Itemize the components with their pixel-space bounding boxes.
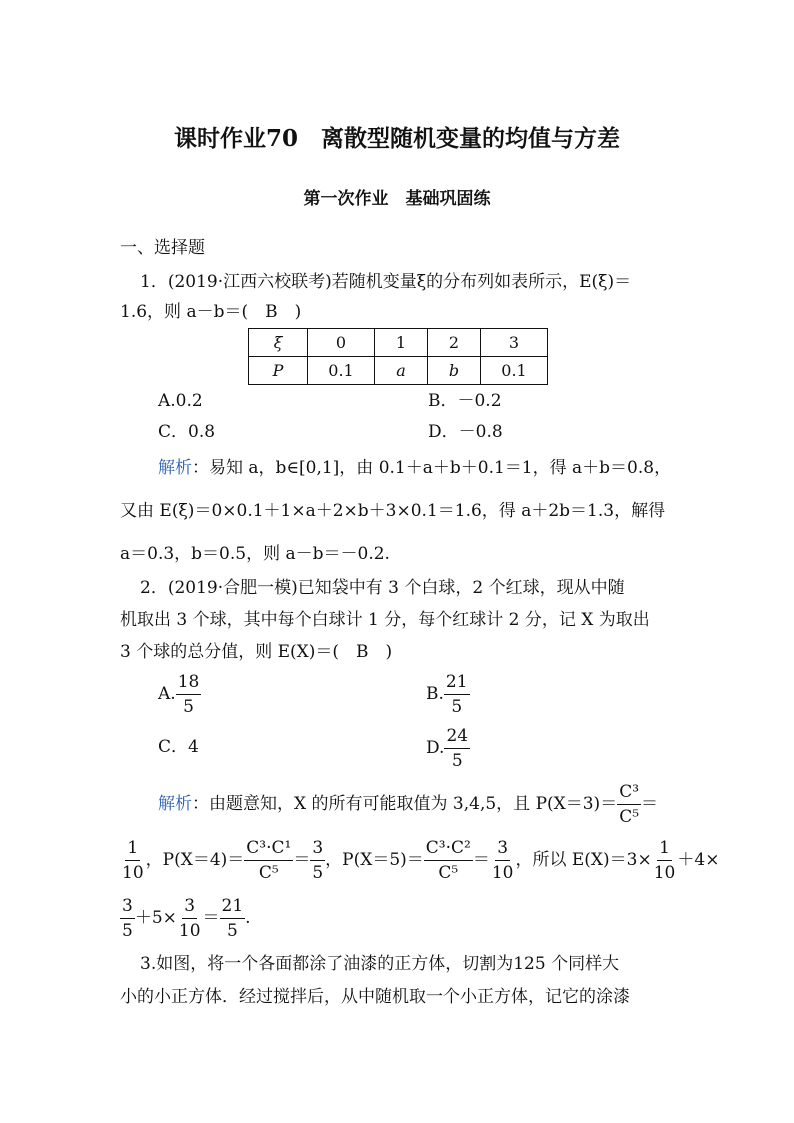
analysis-text: ＋5×	[134, 908, 177, 928]
q1-analysis-line1	[158, 458, 671, 478]
analysis-label: 解析	[158, 458, 192, 478]
table-cell: 3	[481, 329, 548, 357]
numerator: 24	[444, 726, 470, 749]
fraction	[220, 896, 246, 941]
denominator: 5	[312, 863, 324, 883]
fraction	[424, 838, 473, 883]
numerator: C³·C¹	[244, 838, 293, 861]
q1-option-a: A.0.2	[158, 391, 203, 411]
denominator: 10	[491, 863, 514, 883]
analysis-text: ：易知 a，b∈[0,1]，由 0.1＋a＋b＋0.1＝1，得 a＋b＝0.8，	[192, 458, 672, 478]
denominator: 5	[451, 697, 463, 717]
analysis-text: ＝	[472, 850, 490, 870]
denominator: 10	[653, 863, 676, 883]
q2-stem-line3: 3 个球的总分值，则 E(X)＝( B )	[120, 642, 393, 662]
denominator: 10	[122, 863, 144, 883]
numerator: 18	[176, 672, 202, 695]
q2-option-c: C．4	[158, 737, 199, 757]
numerator: 21	[220, 896, 246, 919]
analysis-text: ，P(X＝4)＝	[145, 850, 245, 870]
table-cell: a	[375, 357, 428, 385]
denominator: C⁵	[438, 863, 459, 883]
analysis-text: ＝	[202, 908, 220, 928]
denominator: C⁵	[258, 863, 279, 883]
table-row	[249, 357, 548, 385]
numerator: 3	[182, 896, 197, 919]
q1-analysis-line3: a＝0.3，b＝0.5，则 a－b＝－0.2.	[120, 544, 390, 564]
analysis-label: 解析	[158, 794, 192, 814]
fraction	[444, 672, 470, 717]
denominator: C⁵	[619, 807, 640, 827]
table-cell: 0	[308, 329, 375, 357]
page-title: 课时作业70 离散型随机变量的均值与方差	[173, 125, 620, 152]
q1-option-b: B．－0.2	[428, 391, 502, 411]
q2-option-d	[426, 726, 470, 771]
q1-option-c: C．0.8	[158, 422, 216, 442]
numerator: 21	[444, 672, 470, 695]
q2-analysis-line3	[120, 896, 251, 941]
numerator: C³·C²	[424, 838, 473, 861]
fraction	[310, 838, 325, 883]
analysis-text: ＝	[293, 850, 311, 870]
equals-sign: ＝	[641, 794, 659, 814]
fraction	[244, 838, 293, 883]
numerator: 1	[657, 838, 672, 861]
table-cell: P	[249, 357, 308, 385]
analysis-text: ：由题意知，X 的所有可能取值为 3,4,5，且 P(X＝3)＝	[192, 794, 618, 814]
table-cell: 2	[428, 329, 481, 357]
table-cell: 0.1	[308, 357, 375, 385]
table-cell: 1	[375, 329, 428, 357]
table-cell: 0.1	[481, 357, 548, 385]
numerator: 1	[125, 838, 140, 861]
denominator: 5	[226, 921, 238, 941]
q1-analysis-line2: 又由 E(ξ)＝0×0.1＋1×a＋2×b＋3×0.1＝1.6，得 a＋2b＝1.3，解得	[120, 501, 666, 521]
q1-stem-line1: 1．(2019·江西六校联考)若随机变量ξ的分布列如表所示，E(ξ)＝	[140, 272, 632, 292]
denominator: 5	[122, 921, 133, 941]
q2-stem-line2: 机取出 3 个球，其中每个白球计 1 分，每个红球计 2 分，记 X 为取出	[120, 610, 650, 630]
option-letter: D.	[426, 738, 445, 758]
section-heading: 一、选择题	[120, 238, 205, 258]
fraction	[177, 896, 203, 941]
analysis-text: ，所以 E(X)＝3×	[515, 850, 652, 870]
denominator: 10	[178, 921, 201, 941]
fraction	[490, 838, 516, 883]
numerator: 3	[120, 896, 135, 919]
denominator: 5	[451, 751, 463, 771]
q3-line1: 3.如图，将一个各面都涂了油漆的正方体，切割为125 个同样大	[140, 954, 620, 974]
numerator: 3	[495, 838, 510, 861]
denominator: 5	[183, 697, 194, 717]
numerator: C³	[617, 782, 641, 805]
analysis-text: ＋4×	[677, 850, 720, 870]
q1-stem-line2: 1.6，则 a－b＝( B )	[120, 302, 302, 322]
analysis-text: .	[245, 908, 251, 928]
numerator: 3	[310, 838, 325, 861]
fraction	[652, 838, 678, 883]
option-letter: B.	[426, 684, 444, 704]
fraction	[444, 726, 470, 771]
q1-option-d: D．－0.8	[428, 422, 503, 442]
table-cell: ξ	[249, 329, 308, 357]
option-letter: A.	[158, 684, 176, 704]
fraction	[120, 838, 146, 883]
fraction	[617, 782, 641, 827]
q2-analysis-line2	[120, 838, 719, 883]
table-cell: b	[428, 357, 481, 385]
fraction	[120, 896, 135, 941]
fraction	[176, 672, 202, 717]
q2-stem-line1: 2．(2019·合肥一模)已知袋中有 3 个白球，2 个红球，现从中随	[140, 578, 625, 598]
q3-line2: 小的小正方体．经过搅拌后，从中随机取一个小正方体，记它的涂漆	[120, 987, 630, 1007]
q2-option-a	[158, 672, 201, 717]
q2-option-b	[426, 672, 470, 717]
table-row	[249, 329, 548, 357]
q1-distribution-table	[248, 328, 548, 385]
q2-analysis-line1	[158, 782, 658, 827]
analysis-text: ，P(X＝5)＝	[325, 850, 424, 870]
page-subtitle: 第一次作业 基础巩固练	[303, 189, 491, 209]
